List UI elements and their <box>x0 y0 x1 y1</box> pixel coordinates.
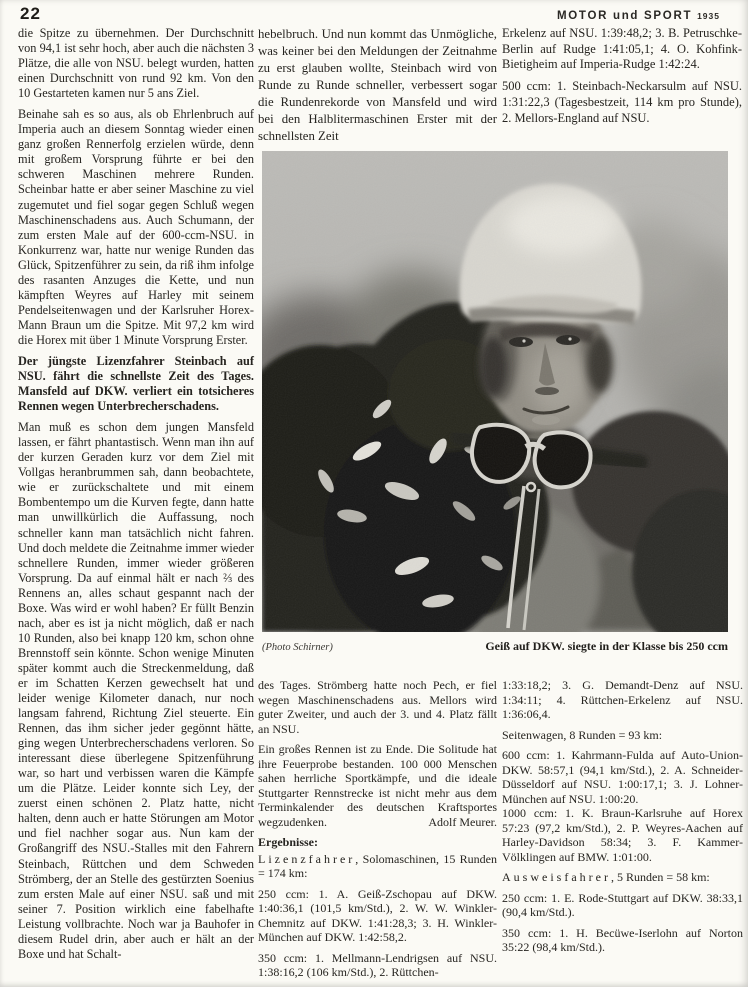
masthead <box>557 10 720 22</box>
paragraph: hebelbruch. Und nun kommt das Unmögliche, was keiner bei den Meldungen der Zeitnahme zu erst glauben wollte, Steinbach wird von Runde zu Runde schneller, verbessert sogar die Rundenrekorde von Mansfeld und wird bei den Halblitermaschinen Erster mit der schnellsten Zeit <box>258 27 497 143</box>
result-250ccm-permit: 250 ccm: 1. E. Rode-Stuttgart auf DKW. 38:33,1 (90,4 km/Std.). <box>502 890 743 919</box>
middle-column-top <box>258 26 497 151</box>
page-number: 22 <box>20 4 41 23</box>
result-600ccm: 600 ccm: 1. Kahrmann-Fulda auf Auto-Union-DKW. 58:57,1 (94,1 km/Std.), 2. A. Schneider-Düsseldorf auf NSU. 1:00:17,1; 3. J. Lohner-München auf NSU. 1:00:20. <box>502 748 743 806</box>
class-heading-rest: , Solomaschinen, 15 Runden = 174 km: <box>258 851 497 880</box>
sidecar-heading: Seitenwagen, 8 Runden = 93 km: <box>502 727 663 742</box>
photo-geiss-portrait <box>262 151 728 632</box>
result-1000ccm: 1000 ccm: 1. K. Braun-Karlsruhe auf Horex 57:23 (97,2 km/Std.), 2. P. Weyres-Aachen auf Harley-Davidson 58:34; 3. F. Kammer-Völklingen auf BMW. 1:01:00. <box>502 806 743 864</box>
paragraph: des Tages. Strömberg hatte noch Pech, er fiel wegen Maschinenschadens aus. Mellors wird guter Zweiter, und auch der 3. und 4. Platz fällt an NSU. <box>258 678 497 736</box>
author-signature: Adolf Meurer. <box>428 814 497 829</box>
class-heading-licensed <box>258 852 497 881</box>
paragraph: Erkelenz auf NSU. 1:39:48,2; 3. B. Petruschke-Berlin auf Rudge 1:41:05,1; 4. O. Kohfink-Bietigheim auf Imperia-Rudge 1:42:24. <box>502 26 742 72</box>
lead-paragraph-bold: Der jüngste Lizenzfahrer Steinbach auf NSU. fährt die schnellste Zeit des Tages. Mansfeld auf DKW. verliert ein totsicheres Rennen wegen Unterbrecherschadens. <box>18 353 254 414</box>
result-350ccm-permit: 350 ccm: 1. H. Becüwe-Iserlohn auf Norton 35:22 (98,4 km/Std.). <box>502 925 743 954</box>
paragraph: Man muß es schon dem jungen Mansfeld lassen, er fährt phantastisch. Wenn man ihn auf der kurzen Geraden kurz vor dem Ziel mit Vollgas heranbrummen sah, dann beobachtete, wie er zurückschaltete und mit einem Bombentempo um die Kurven fegte, dann hatte man unwillkürlich die Auffassung, noch schneller kann man tatsächlich nicht fahren. Und doch meldete die Zeitnahme immer wieder schnellere Runden, immer wieder größeren Vorsprung. Da auf einmal hält er nach ⅔ des Rennens an, alles schaut gespannt nach der Boxe. Was wird er wohl haben? Er füllt Benzin nach, aber es ist ja nicht möglich, daß er nach 10 Runden, also bei knapp 120 km, schon ohne Brennstoff sein könnte. Schon wenige Minuten später kommt auch die Streckenmeldung, daß er im Schatten Kerzen gewechselt hat und leider wenige Kilometer danach, nur noch langsam fahrend, Richtung Ziel steuerte. Ein Rennen, das ihm sicher jeder gegönnt hätte, ging wegen Unterbrecherschadens verloren. So interessant diese überlegene Spitzenführung war, so hart und verbissen waren die Kämpfe um die Plätze. Leider konnte sich Ley, der zuerst einen schönen 2. Platz hatte, nicht halten, denn auch er hatte Störungen am Motor und fiel nachher sogar aus. Nun kam der Großangriff des NSU.-Stalles mit den Fahrern Steinbach, Rüttchen und dem Schweden Strömberg, der an Stelle des gestürzten Soenius zum ersten Male auf einer NSU. saß und mit seiner 7. Position wirklich eine fabelhafte Leistung vollbrachte. Noch war ja Bauhofer in diesem Rudel drin, aber auch er hält an der Boxe und hat Schalt- <box>18 420 254 961</box>
class-heading-permit <box>502 870 743 885</box>
photo-caption: Geiß auf DKW. siegte in der Klasse bis 250 ccm <box>485 639 728 653</box>
paragraph: 1:33:18,2; 3. G. Demandt-Denz auf NSU. 1:34:11; 4. Rüttchen-Erkelenz auf NSU. 1:36:06,4. <box>502 678 743 721</box>
result-250ccm: 250 ccm: 1. A. Geiß-Zschopau auf DKW. 1:40:36,1 (101,5 km/Std.), 2. W. W. Winkler-Chemnitz auf DKW. 1:41:28,3; 3. H. Winkler-München auf DKW. 1:42:58,2. <box>258 886 497 944</box>
photo-grain <box>262 151 728 632</box>
class-heading-rest: , 5 Runden = 58 km: <box>610 870 710 884</box>
photo-illustration <box>262 151 728 632</box>
paragraph: Beinahe sah es so aus, als ob Ehrlenbruch auf Imperia auch an diesem Sonntag wieder einen ganz großen Rennerfolg erzielen würde, denn mit großem Vorsprung führte er bei den schweren Maschinen mehrere Runden. Scheinbar hatte er aber seiner Maschine zu viel zugemutet und fiel sogar gegen Schluß wegen Maschinenschadens aus. Auch Schumann, der zum ersten Male auf der 600-ccm-NSU. in Konkurrenz war, hatte nur wenige Runden das Glück, Spitzenführer zu sein, da riß ihm infolge des rasanten Anzuges die Kette, und nun kämpften Weyres auf Harley mit seinem Pendelseitenwagen und der Karlsruher Horex-Mann Braun um die Spitze. Mit 97,2 km wird die Horex mit über 1 Minute Vorsprung Erster. <box>18 107 254 347</box>
paragraph <box>258 742 497 829</box>
class-heading-spaced: Ausweisfahrer <box>502 870 611 884</box>
left-column <box>18 26 254 968</box>
right-column-top <box>502 26 742 132</box>
paragraph: die Spitze zu übernehmen. Der Durchschnitt von 94,1 ist sehr hoch, aber auch die nächsten 3 Plätze, die alle von NSU. belegt wurden, hatten einen Durchschnitt von rund 92 km. Von den 10 Gestarteten kamen nur 5 ans Ziel. <box>18 26 254 101</box>
class-heading-spaced: Lizenzfahrer <box>258 851 356 866</box>
photo-caption-row <box>262 639 728 654</box>
journal-year: 1935 <box>697 11 720 21</box>
photo-credit: (Photo Schirner) <box>262 642 333 653</box>
result-350ccm: 350 ccm: 1. Mellmann-Lendrigsen auf NSU. 1:38:16,2 (106 km/Std.), 2. Rüttchen- <box>258 950 497 979</box>
journal-title: MOTOR und SPORT <box>557 10 693 22</box>
results-heading: Ergebnisse: <box>258 835 318 849</box>
paragraph: 500 ccm: 1. Steinbach-Neckarsulm auf NSU. 1:31:22,3 (Tagesbestzeit, 114 km pro Stunde), 2. Mellors-England auf NSU. <box>502 79 742 125</box>
right-column-bottom <box>502 678 743 961</box>
middle-column-bottom <box>258 678 497 986</box>
paragraph-text: Ein großes Rennen ist zu Ende. Die Solitude hat ihre Feuerprobe bestanden. 100 000 Menschen sahen herrliche Sportkämpfe, und die ideale Stuttgarter Rennstrecke ist nicht mehr aus dem Terminkalender des deutschen Kraftsportes wegzudenken. <box>258 742 497 829</box>
